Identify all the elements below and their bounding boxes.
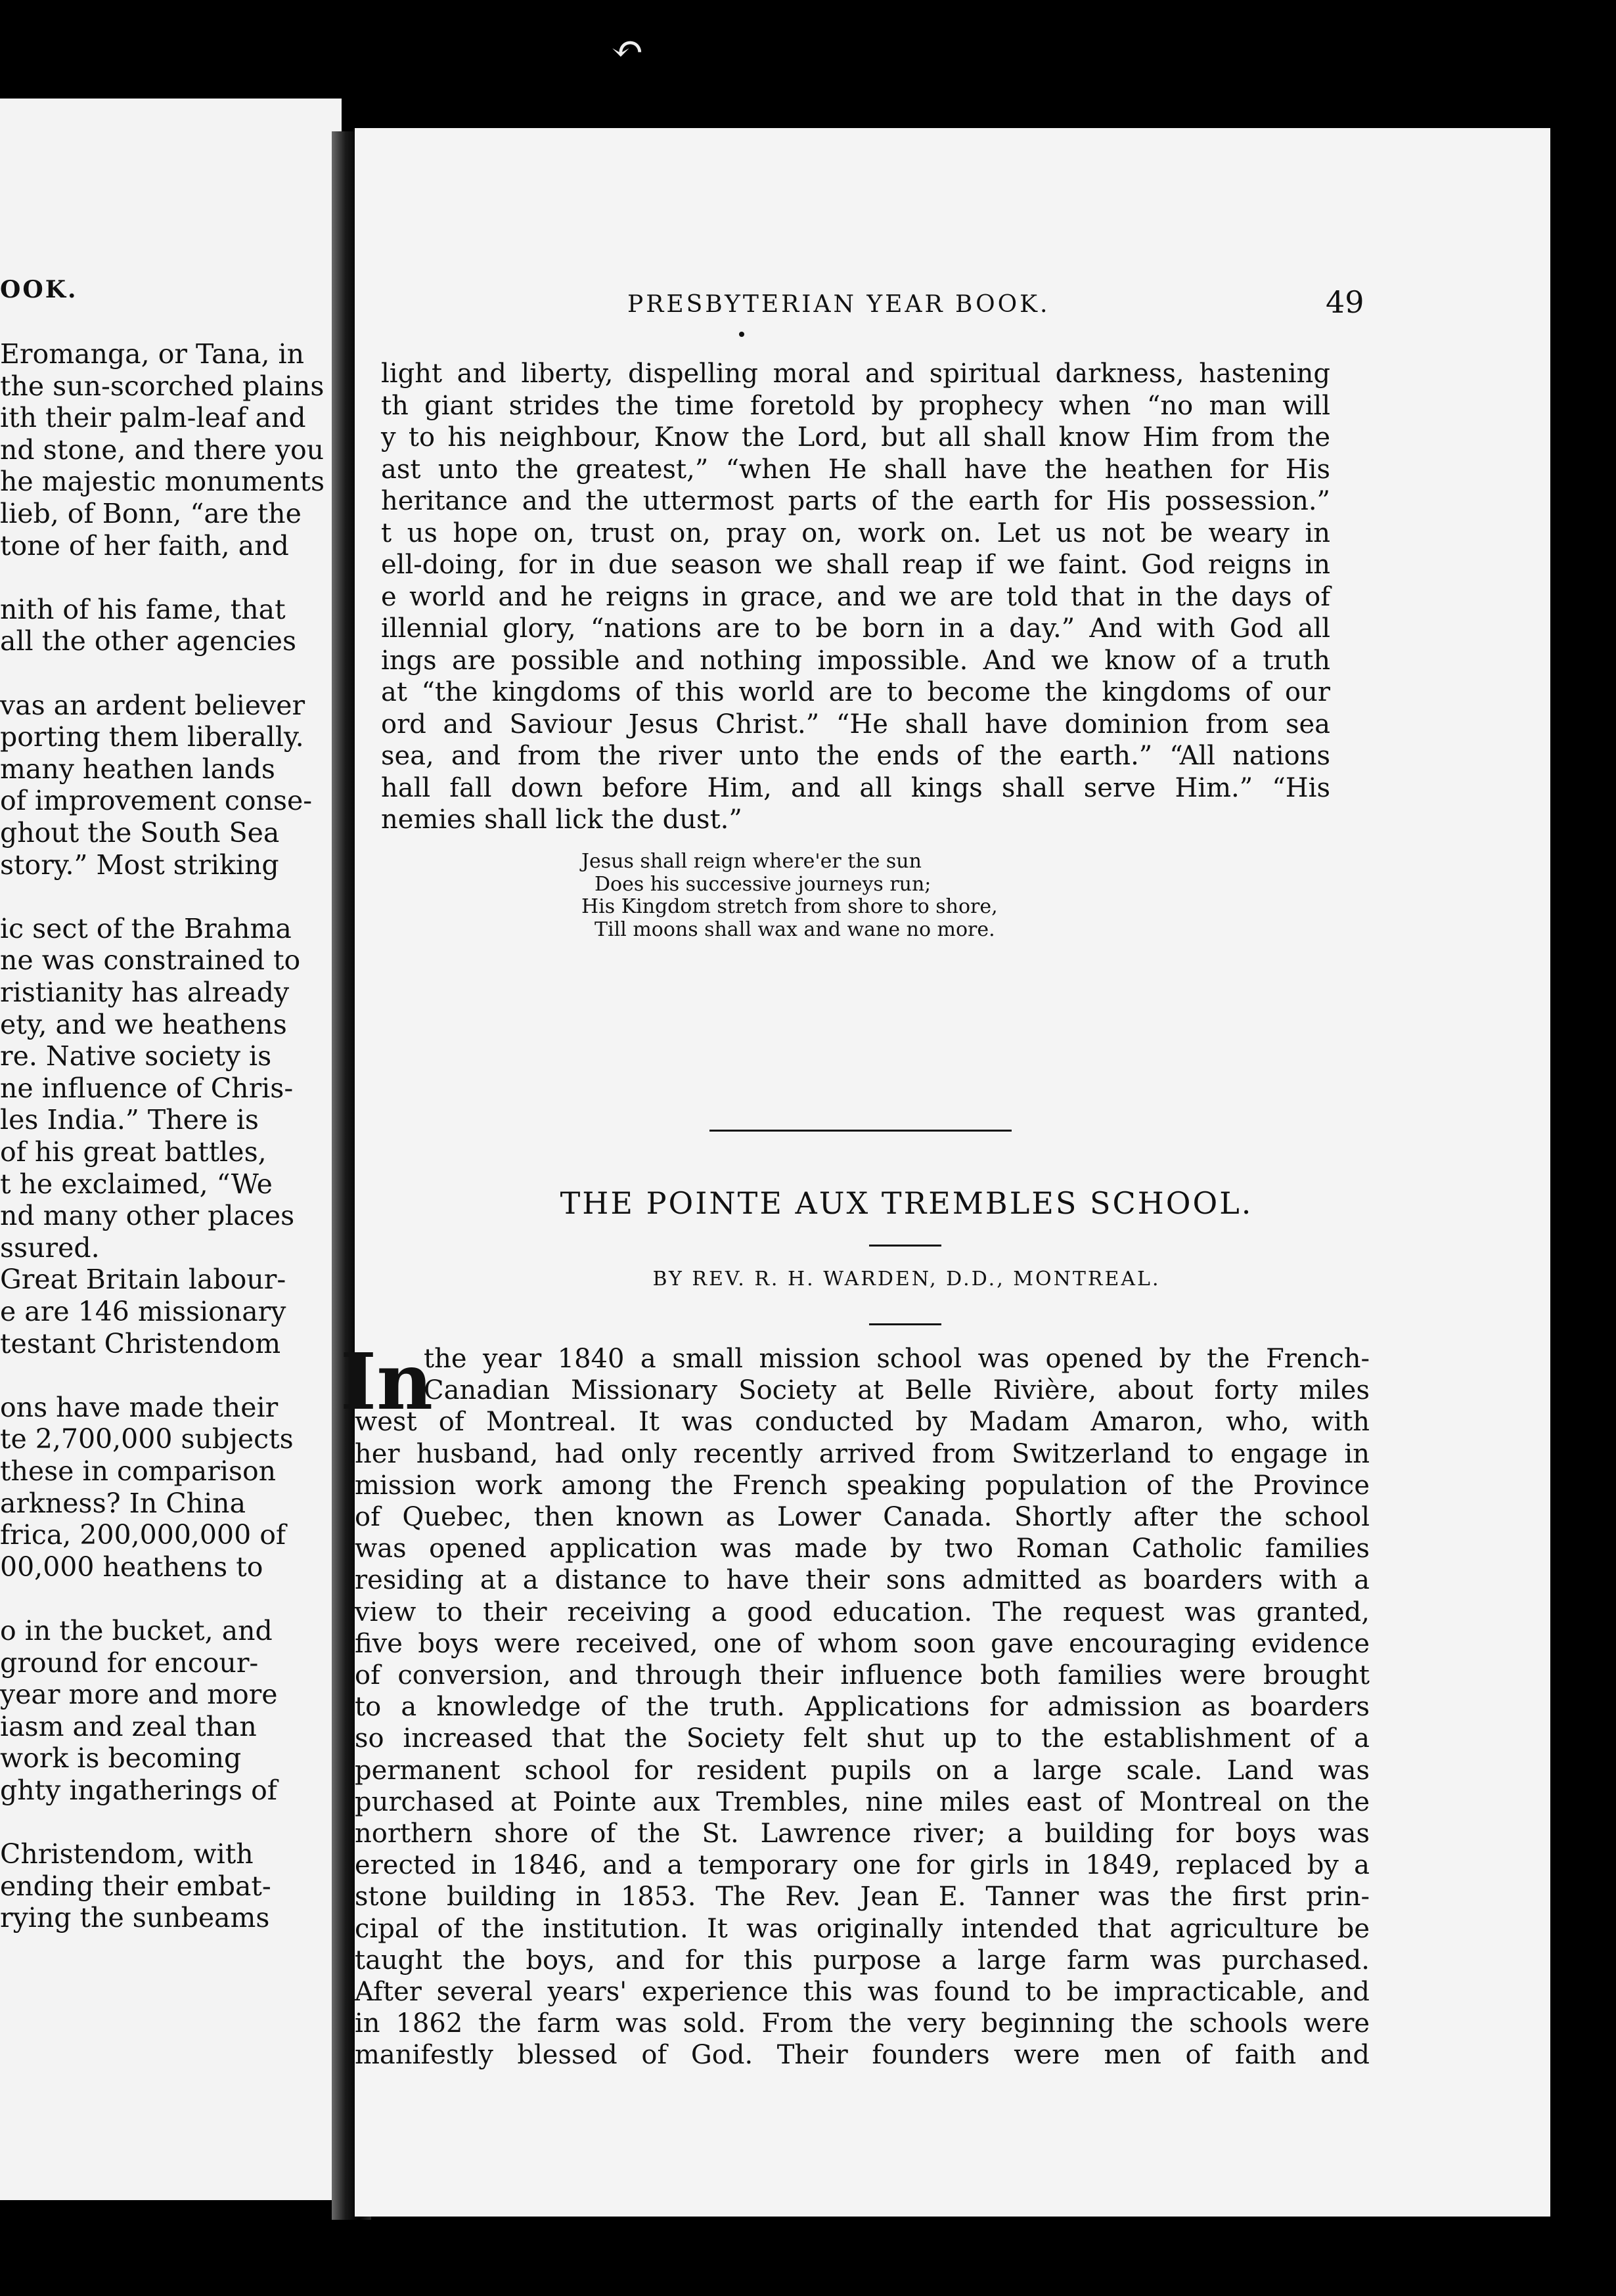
- text-line: heritance and the uttermost parts of the earth for His possession.”: [381, 486, 1330, 516]
- poem-line: His Kingdom stretch from shore to shore,: [581, 895, 998, 918]
- text-line: so increased that the Society felt shut up to the establishment of a: [355, 1723, 1370, 1754]
- section-rule: [709, 1130, 1012, 1132]
- text-line: y to his neighbour, Know the Lord, but all shall know Him from the: [381, 422, 1330, 453]
- text-line: residing at a distance to have their sons admitted as boarders with a: [355, 1565, 1370, 1596]
- scan-mark: ↶: [611, 26, 644, 72]
- page-number: 49: [1326, 284, 1364, 320]
- left-text-line: ons have made their: [0, 1391, 279, 1423]
- left-text-line: ety, and we heathens: [0, 1008, 287, 1040]
- text-line: Canadian Missionary Society at Belle Rivière, about forty miles: [424, 1375, 1370, 1406]
- left-text-line: 00,000 heathens to: [0, 1551, 263, 1583]
- left-text-line: ghty ingatherings of: [0, 1775, 277, 1806]
- left-text-line: of improvement conse-: [0, 785, 313, 817]
- drop-cap: In: [340, 1336, 433, 1427]
- left-text-line: te 2,700,000 subjects: [0, 1423, 294, 1455]
- text-line: ord and Saviour Jesus Christ.” “He shall have dominion from sea: [381, 709, 1330, 740]
- text-line: five boys were received, one of whom soon gave encouraging evidence: [355, 1628, 1370, 1659]
- text-line: the year 1840 a small mission school was opened by the French-: [424, 1344, 1370, 1374]
- article-byline: BY REV. R. H. WARDEN, D.D., MONTREAL.: [652, 1268, 1161, 1291]
- left-text-line: ground for encour-: [0, 1646, 259, 1679]
- running-head: PRESBYTERIAN YEAR BOOK.: [627, 291, 1050, 318]
- text-line: light and liberty, dispelling moral and spiritual darkness, hastening: [381, 359, 1330, 389]
- text-line: ast unto the greatest,” “when He shall have the heathen for His: [381, 454, 1330, 485]
- left-text-line: les India.” There is: [0, 1104, 259, 1136]
- right-page: [340, 128, 1550, 2217]
- left-text-line: rying the sunbeams: [0, 1902, 270, 1934]
- text-line: nemies shall lick the dust.”: [381, 805, 742, 835]
- text-line: in 1862 the farm was sold. From the very beginning the schools were: [355, 2008, 1370, 2039]
- left-text-line: these in comparison: [0, 1455, 277, 1487]
- left-text-line: Christendom, with: [0, 1838, 254, 1870]
- left-text-line: ith their palm-leaf and: [0, 402, 306, 434]
- left-text-line: many heathen lands: [0, 753, 275, 785]
- text-line: west of Montreal. It was conducted by Madam Amaron, who, with: [355, 1407, 1370, 1438]
- text-line: e world and he reigns in grace, and we are told that in the days of: [381, 581, 1330, 612]
- text-line: mission work among the French speaking population of the Province: [355, 1470, 1370, 1501]
- left-running-head: OOK.: [0, 276, 78, 303]
- text-line: her husband, had only recently arrived from Switzerland to engage in: [355, 1438, 1370, 1469]
- poem-line: Jesus shall reign where'er the sun: [581, 850, 922, 873]
- left-text-line: he majestic monuments: [0, 466, 325, 498]
- text-line: stone building in 1853. The Rev. Jean E. Tanner was the first prin-: [355, 1882, 1370, 1912]
- text-line: view to their receiving a good education. The request was granted,: [355, 1597, 1370, 1627]
- text-line: cipal of the institution. It was originally intended that agriculture be: [355, 1913, 1370, 1944]
- text-line: of conversion, and through their influence both families were brought: [355, 1660, 1370, 1690]
- left-text-line: story.” Most striking: [0, 849, 279, 881]
- left-text-line: frica, 200,000,000 of: [0, 1519, 286, 1551]
- left-text-line: year more and more: [0, 1679, 278, 1711]
- text-line: permanent school for resident pupils on a large scale. Land was: [355, 1755, 1370, 1786]
- left-text-line: the sun-scorched plains: [0, 370, 325, 402]
- text-line: hall fall down before Him, and all kings shall serve Him.” “His: [381, 772, 1330, 803]
- left-text-line: ic sect of the Brahma: [0, 912, 292, 944]
- text-line: of Quebec, then known as Lower Canada. Shortly after the school: [355, 1502, 1370, 1532]
- text-line: ings are possible and nothing impossible. And we know of a truth: [381, 645, 1330, 676]
- left-text-line: ending their embat-: [0, 1870, 271, 1902]
- left-page-fragment: [0, 99, 342, 2200]
- poem-line: Till moons shall wax and wane no more.: [595, 917, 995, 941]
- title-rule: [869, 1245, 941, 1247]
- left-text-line: o in the bucket, and: [0, 1615, 273, 1646]
- text-line: th giant strides the time foretold by prophecy when “no man will: [381, 390, 1330, 421]
- poem-line: Does his successive journeys run;: [595, 872, 931, 896]
- article-title: THE POINTE AUX TREMBLES SCHOOL.: [560, 1185, 1253, 1221]
- left-text-line: vas an ardent believer: [0, 689, 305, 721]
- left-text-line: nd stone, and there you: [0, 433, 325, 466]
- left-text-line: nd many other places: [0, 1200, 295, 1232]
- left-text-line: porting them liberally.: [0, 721, 304, 753]
- text-line: northern shore of the St. Lawrence river; a building for boys was: [355, 1819, 1370, 1849]
- left-text-line: Great Britain labour-: [0, 1264, 286, 1296]
- left-text-line: ristianity has already: [0, 977, 290, 1008]
- text-line: taught the boys, and for this purpose a large farm was purchased.: [355, 1945, 1370, 1976]
- text-line: illennial glory, “nations are to be born in a day.” And with God all: [381, 613, 1330, 644]
- text-line: was opened application was made by two Roman Catholic families: [355, 1534, 1370, 1564]
- left-text-line: e are 146 missionary: [0, 1296, 286, 1327]
- byline-rule: [869, 1323, 941, 1325]
- left-text-line: lieb, of Bonn, “are the: [0, 498, 302, 529]
- left-text-line: ssured.: [0, 1231, 100, 1264]
- left-text-line: nith of his fame, that: [0, 593, 286, 625]
- left-text-line: ne influence of Chris-: [0, 1072, 294, 1104]
- text-line: erected in 1846, and a temporary one for girls in 1849, replaced by a: [355, 1850, 1370, 1881]
- text-line: ell-doing, for in due season we shall reap if we faint. God reigns in: [381, 550, 1330, 580]
- text-line: purchased at Pointe aux Trembles, nine miles east of Montreal on the: [355, 1786, 1370, 1817]
- left-text-line: tone of her faith, and: [0, 529, 289, 562]
- text-line: sea, and from the river unto the ends of the earth.” “All nations: [381, 741, 1330, 771]
- text-line: at “the kingdoms of this world are to become the kingdoms of our: [381, 677, 1330, 707]
- text-line: manifestly blessed of God. Their founders were men of faith and: [355, 2040, 1370, 2071]
- text-line: After several years' experience this was found to be impracticable, and: [355, 1977, 1370, 2007]
- left-text-line: of his great battles,: [0, 1136, 267, 1168]
- left-text-line: iasm and zeal than: [0, 1710, 257, 1742]
- dot-mark: [739, 332, 744, 337]
- left-text-line: all the other agencies: [0, 625, 297, 657]
- left-text-line: ghout the South Sea: [0, 817, 280, 849]
- left-text-line: work is becoming: [0, 1742, 242, 1775]
- left-text-line: ne was constrained to: [0, 944, 301, 977]
- left-text-line: re. Native society is: [0, 1040, 272, 1072]
- left-text-line: arkness? In China: [0, 1487, 246, 1519]
- left-text-line: t he exclaimed, “We: [0, 1168, 273, 1200]
- text-line: t us hope on, trust on, pray on, work on. Let us not be weary in: [381, 518, 1330, 548]
- left-text-line: testant Christendom: [0, 1327, 281, 1359]
- left-text-line: Eromanga, or Tana, in: [0, 338, 305, 370]
- text-line: to a knowledge of the truth. Applications for admission as boarders: [355, 1692, 1370, 1723]
